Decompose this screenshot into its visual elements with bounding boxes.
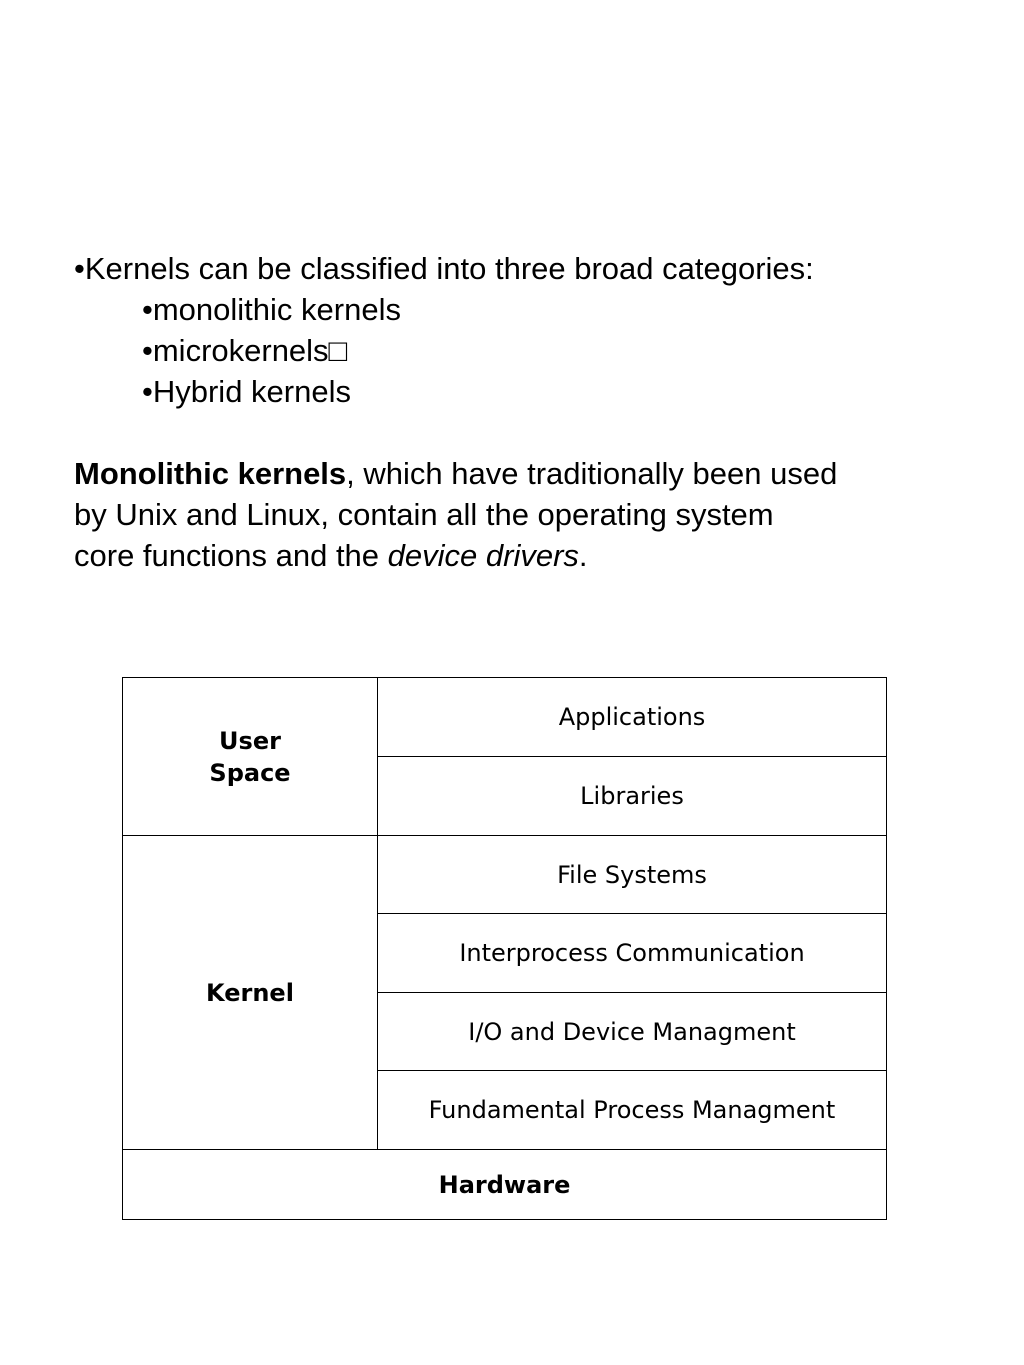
layer-libraries: Libraries: [580, 782, 684, 810]
layer-io-device-management: I/O and Device Managment: [468, 1017, 796, 1046]
hardware-label: Hardware: [438, 1170, 571, 1199]
kernel-architecture-diagram: [122, 677, 887, 1220]
category-item-monolithic: •monolithic kernels: [142, 292, 401, 327]
monolithic-kernels-term: Monolithic kernels: [74, 456, 347, 491]
paragraph-line-3: [74, 535, 954, 576]
layer-fundamental-process-management: Fundamental Process Managment: [428, 1096, 836, 1124]
hardware-region: [123, 1150, 886, 1219]
paragraph-gap: [74, 412, 954, 453]
category-item-hybrid: •Hybrid kernels: [142, 374, 351, 409]
user-space-label-line-1: User: [219, 726, 281, 755]
layer-interprocess-communication: Interprocess Communication: [459, 939, 805, 967]
device-drivers-term: device drivers: [387, 538, 579, 573]
layer-file-systems: File Systems: [557, 860, 707, 889]
paragraph-line-1-rest: , which have traditionally been used: [346, 456, 838, 491]
layer-applications: Applications: [558, 703, 706, 731]
categories-heading: •Kernels can be classified into three broad categories:: [74, 251, 814, 286]
category-item-microkernels: •microkernels□: [142, 333, 348, 368]
paragraph-line-1: [74, 453, 954, 494]
paragraph-line-2: by Unix and Linux, contain all the operating system: [74, 497, 774, 532]
kernel-region: [123, 836, 377, 1149]
user-space-label-line-2: Space: [209, 758, 291, 787]
paragraph-line-3-start: core functions and the: [74, 538, 388, 573]
user-space-label: [209, 725, 290, 789]
user-space-region: [123, 678, 377, 835]
kernel-label: Kernel: [206, 978, 294, 1007]
paragraph-line-3-end: .: [578, 538, 588, 573]
slide-text: [74, 248, 954, 576]
